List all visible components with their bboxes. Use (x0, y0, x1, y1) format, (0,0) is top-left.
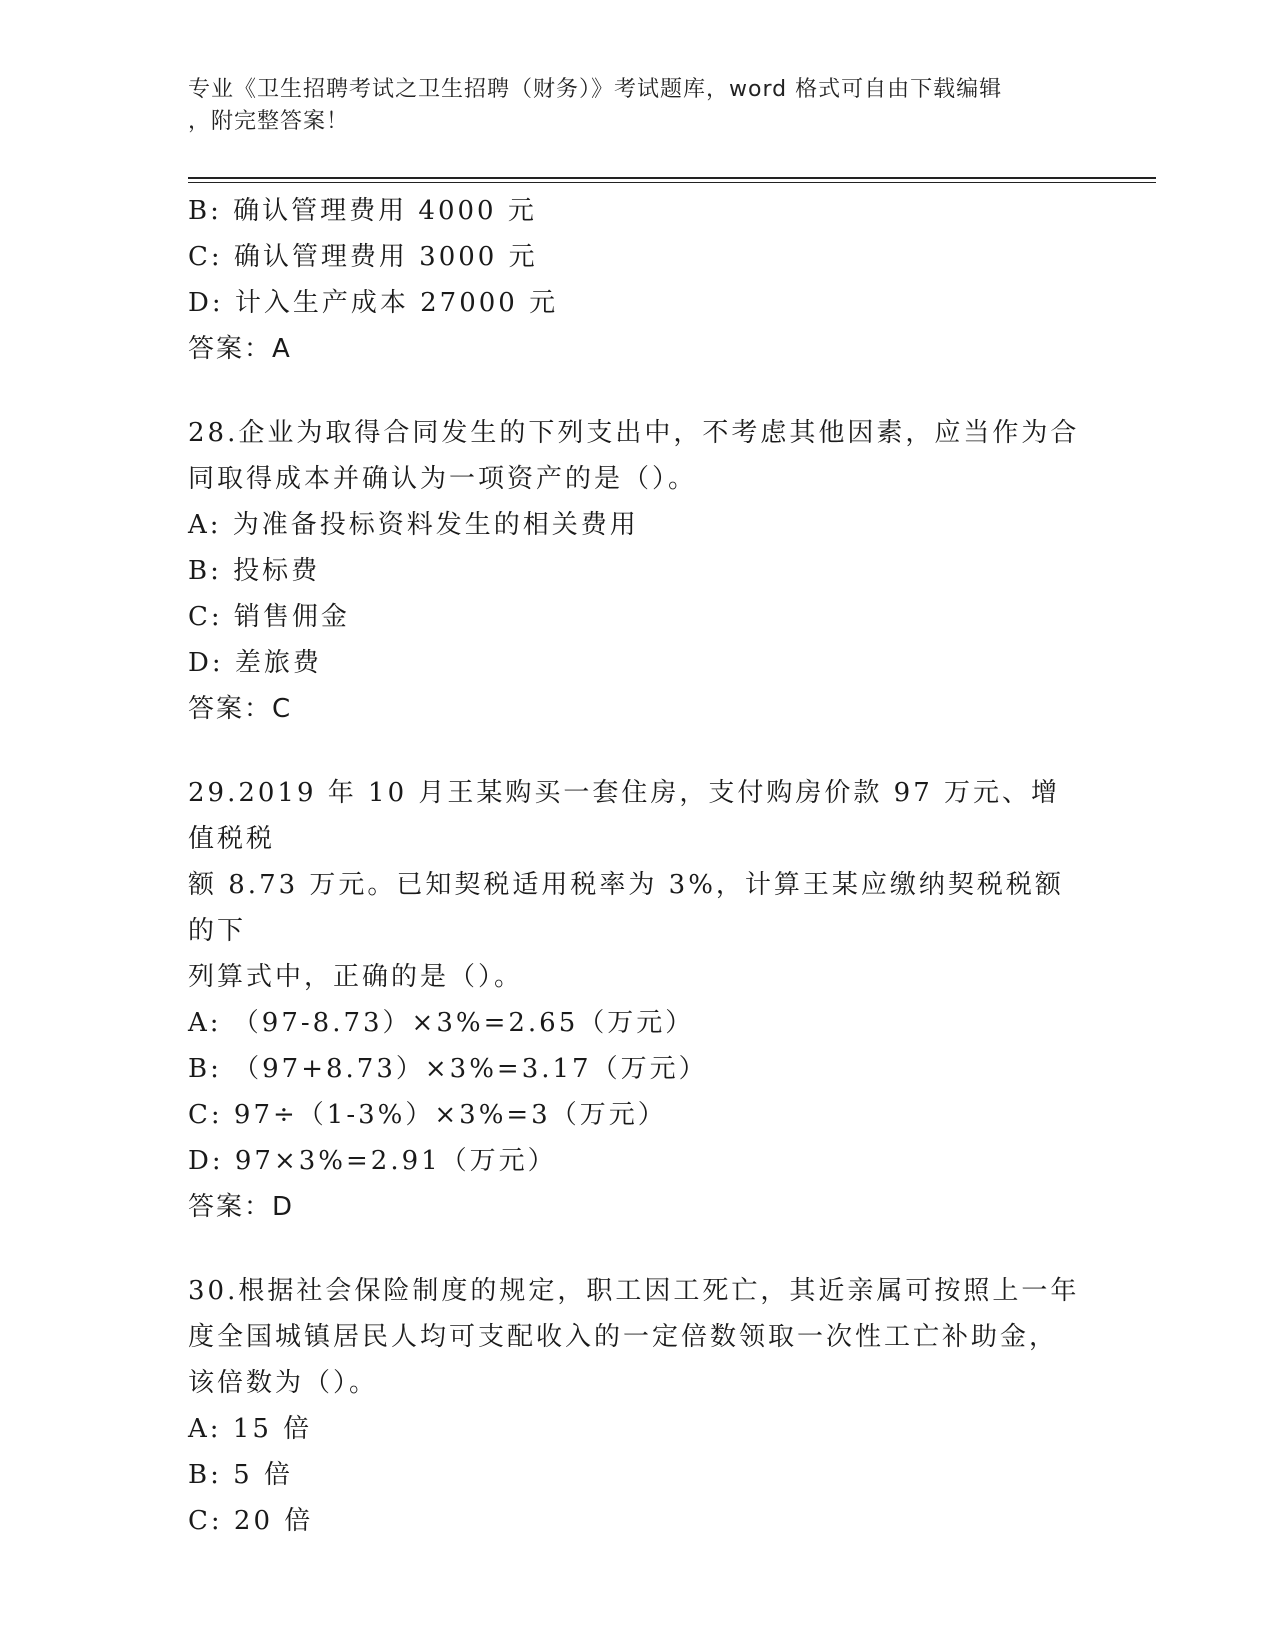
q30-option-a: A: 15 倍 (188, 1414, 313, 1444)
question-28 (188, 410, 1088, 732)
q30-stem-line-2: 度全国城镇居民人均可支配收入的一定倍数领取一次性工亡补助金， (188, 1322, 1059, 1352)
q29-option-b: B: （97+8.73）×3%=3.17（万元） (188, 1054, 708, 1084)
q29-option-d: D: 97×3%=2.91（万元） (188, 1146, 557, 1176)
header-rule-thin (188, 182, 1156, 183)
q30-stem-line-1: 30.根据社会保险制度的规定，职工因工死亡，其近亲属可按照上一年 (188, 1276, 1080, 1306)
question-30 (188, 1268, 1088, 1544)
q28-stem-line-1: 28.企业为取得合同发生的下列支出中，不考虑其他因素，应当作为合 (188, 418, 1080, 448)
q28-answer: 答案：C (188, 694, 293, 724)
q27-option-b: B: 确认管理费用 4000 元 (188, 196, 537, 226)
page-header (188, 74, 1088, 138)
q27-option-c: C: 确认管理费用 3000 元 (188, 242, 538, 272)
q27-option-d: D: 计入生产成本 27000 元 (188, 288, 559, 318)
q30-option-b: B: 5 倍 (188, 1460, 293, 1490)
q29-stem-line-3: 列算式中，正确的是（）。 (188, 962, 524, 992)
q29-stem-line-1: 29.2019 年 10 月王某购买一套住房，支付购房价款 97 万元、增值税税 (188, 778, 1061, 854)
q29-answer: 答案：D (188, 1192, 295, 1222)
header-rule-thick (188, 177, 1156, 179)
q28-option-b: B: 投标费 (188, 556, 321, 586)
q28-option-a: A: 为准备投标资料发生的相关费用 (188, 510, 639, 540)
q27-answer: 答案：A (188, 334, 292, 364)
q29-stem-line-2: 额 8.73 万元。已知契税适用税率为 3%，计算王某应缴纳契税税额的下 (188, 870, 1064, 946)
question-27 (188, 188, 1088, 372)
question-list (188, 188, 1088, 1544)
q29-option-a: A: （97-8.73）×3%=2.65（万元） (188, 1008, 695, 1038)
q30-option-c: C: 20 倍 (188, 1506, 314, 1536)
q28-option-d: D: 差旅费 (188, 648, 322, 678)
q28-option-c: C: 销售佣金 (188, 602, 350, 632)
question-29 (188, 770, 1088, 1230)
q28-stem-line-2: 同取得成本并确认为一项资产的是（）。 (188, 464, 698, 494)
q29-option-c: C: 97÷（1-3%）×3%=3（万元） (188, 1100, 667, 1130)
q30-stem-line-3: 该倍数为（）。 (188, 1368, 379, 1398)
header-line-1: 专业《卫生招聘考试之卫生招聘（财务）》考试题库，word 格式可自由下载编辑 (188, 77, 1003, 102)
header-line-2: ，附完整答案！ (188, 109, 350, 134)
